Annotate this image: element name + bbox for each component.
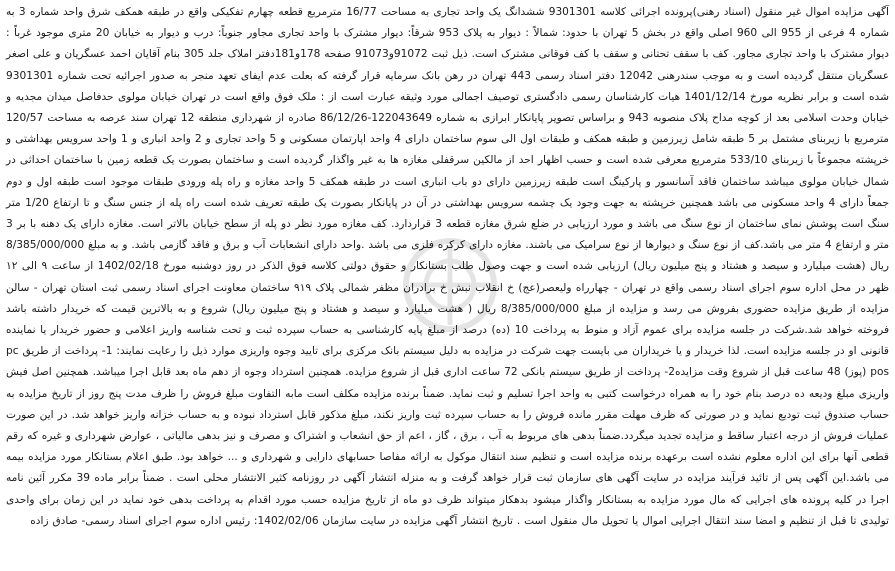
auction-notice-text: آگهی مزایده اموال غیر منقول (اسناد رهنی)پرونده اجرائی کلاسه 9301301 ششدانگ یک واحد تجاری به مساحت 16/77 مترمربع قطعه چهارم تفکیکی واقع در طبقه همکف شرق واحد شماره 3 به شماره 4 فرعی از 955 الی 960 اصلی واقع در بخش 5 تهران با حدود: شمالاً : دیوار به پلاک 953 شرقاً: دیوار مشترک با واحد تجاری مجاور جنوباً: درب و دیوار به خیابان 20 متری موجود غرباً : دیوار مشترک با واحد تجاری مجاور. کف با سقف تحتانی و سقف با کف فوقانی مشترک است. ذیل ثبت 91072و91073 صفحه 178و181دفتر املاک جلد 305 بنام آقایان احمد عسگریان و علی اصغر عسگریان منتقل گردیده است و به موجب سندرهنی 12042 دفتر اسناد رسمی 443 تهران در رهن بانک سرمایه قرار گرفته که بعلت عدم ایفای تعهد منجر به صدور اجرائیه تحت شماره 9301301 شده است و برابر نظریه مورخ 1401/12/14 هیات کارشناسان رسمی دادگستری توصیف اجمالی مورد وثیقه عبارت است از : ملک فوق واقع است در تهران خیابان مولوی حدفاصل میدان مجدیه و خیابان وحدت اسلامی بعد از کوچه مداح پلاک منصوبه 943 و براساس تصویر پایانکار ابرازی به شماره 122043649-86/12/26 صادره از شهرداری منطقه 12 تهران سند عرصه به مساحت 120/57 مترمربع با زیربنای مشتمل بر 5 طبقه شامل زیرزمین و طبقه همکف و طبقات اول الی سوم ساختمان دارای 4 واحد اپارتمان مسکونی و 5 واحد تجاری و 2 واحد انباری و 1 واحد سرویس بهداشتی و خرپشته مجموعاً با زیربنای 533/10 مترمربع معرفی شده است و حسب اظهار احد از مالکین سرقفلی مغازه ها به غیر واگذار گردیده است و ساختمان بصورت یک قطعه زمین با ساختمان احداثی در شمال خیابان مولوی میباشد ساختمان فاقد آسانسور و پارکینگ است طبقه زیرزمین دارای دو باب انباری است در طبقه همکف 5 واحد مغازه و راه پله ورودی طبقات موجود است طبقه اول و دوم جمعاً دارای 4 واحد مسکونی می باشد همچنین خرپشته به جهت وجود یک چشمه سرویس بهداشتی در آن در پایانکار بصورت یک طبقه تعریف شده است راه پله از جنس سنگ و تا ارتفاع 1/20 متر سنگ است پوشش نمای ساختمان از نوع سنگ می باشد و مورد ارزیابی در ضلع شرق مغازه قطعه 3 قراردارد. کف مغازه مورد نظر دو پله از سطح خیابان بالاتر است. مغازه دارای یک دهنه با بر 3 متر و ارتفاع 4 متر می باشد.کف از نوع سنگ و دیوارها از نوع سرامیک می باشند. مغازه دارای کرکره فلزی می باشد .واحد دارای انشعابات آب و برق و فاقد گازمی باشد. و به مبلغ 8/385/000/000 ریال (هشت میلیارد و سیصد و هشتاد و پنج میلیون ریال) ارزیابی شده است و جهت وصول طلب بستانکار و حقوق دولتی کلاسه فوق الذکر در روز دوشنبه مورخ 1402/02/18 از ساعت ۹ الی ۱۲ ظهر در محل اداره سوم اجرای اسناد رسمی واقع در تهران - چهارراه ولیعصر(عج) خ انقلاب نبش خ برادران مظفر شمالی پلاک ۹۱۹ ساختمان معاونت اجرای اسناد رسمی ثبت استان تهران - سالن مزایده از طریق مزایده حضوری بفروش می رسد و مزایده از مبلغ 8/385/000/000 ریال ( هشت میلیارد و سیصد و هشتاد و پنج میلیون ریال) شروع و به بالاترین قیمت که خریدار داشته باشد فروخته خواهد شد.شرکت در جلسه مزایده برای عموم آزاد و منوط به پرداخت 10 (ده) درصد از مبلغ پایه کارشناسی به حساب سپرده ثبت و تحت شناسه واریز اعلامی و حضور خریدار یا نماینده قانونی او در جلسه مزایده است. لذا خریدار و یا خریداران می بایست جهت شرکت در مزایده به دلیل سیستم بانک مرکزی برای تایید وجوه واریزی موارد ذیل را رعایت نمایند: 1- پرداخت از طریق pc pos (پوز) 48 ساعت قبل از شروع وقت مزایده2- پرداخت از طریق سیستم بانکی 72 ساعت اداری قبل از شروع مزایده. همچنین استرداد وجوه از دهم ماه بعد قابل اجرا میباشد. همچنین اصل فیش واریزی مبلغ ودیعه ده درصد بنام خود را به همراه درخواست کتبی به واحد اجرا تسلیم و ثبت نماید. ضمناً برنده مزایده مکلف است مابه التفاوت مبلغ فروش را ظرف مدت پنج روز از تاریخ مزایده به حساب صندوق ثبت تودیع نماید و در صورتی که ظرف مهلت مقرر مانده فروش را به حساب سپرده ثبت واریز نکند، مبلغ مذکور قابل استرداد نبوده و به حساب خزانه واریز خواهد شد. در این صورت عملیات فروش از درجه اعتبار ساقط و مزایده تجدید میگردد.ضمناً بدهی های مربوط به آب ، برق ، گاز ، اعم از حق انشعاب و اشتراک و مصرف و نیز بدهی مالیاتی ، عوارض شهرداری و غیره که رقم قطعی آنها برای این اداره معلوم نشده است برعهده برنده مزایده است و تنظیم سند انتقال موکول به ارائه مفاصا حسابهای دارایی و شهرداری و ... خواهد بود. طبق اعلام بستانکار مورد مزایده بیمه می باشد.این آگهی پس از تائید فرآیند مزایده در سایت آگهی های سازمان ثبت قرار خواهد گرفت و به منزله انتشار آگهی در روزنامه کثیر الانتشار محلی است . ضمناً برابر ماده 39 مکرر آئین نامه اجرا در کلیه پرونده های اجرایی که مال مورد مزایده به بستانکار واگذار میشود بدهکار میتواند ظرف دو ماه از تاریخ مزایده حسب مورد اقدام به پرداخت بدهی خود نماید در این زمان برای واحدی تولیدی تا قبل از تنظیم و امضا سند انتقال اجرایی اموال یا تحویل مال منقول است . تاریخ انتشار آگهی مزایده در سایت سازمان 1402/02/06: رئیس اداره سوم اجرای اسناد رسمی- صادق زاده: [6, 6, 890, 527]
